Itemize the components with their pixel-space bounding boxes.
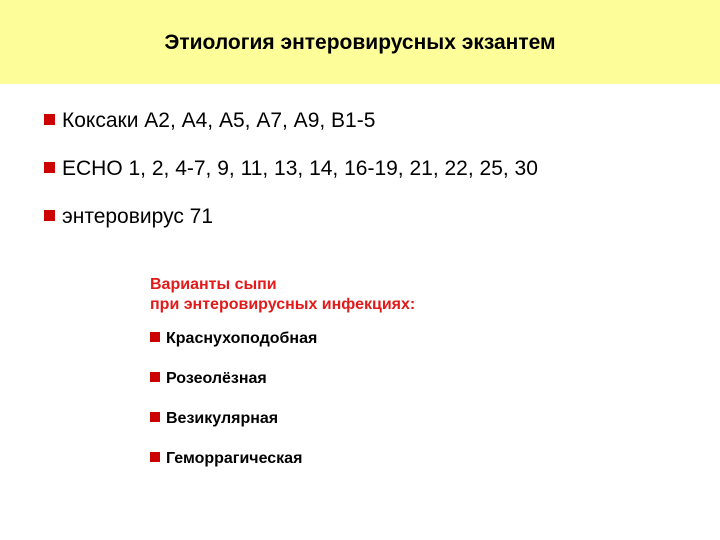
bullet-square-icon bbox=[44, 210, 55, 221]
pathogen-label: Коксаки А2, А4, А5, А7, А9, В1-5 bbox=[62, 109, 376, 132]
bullet-square-icon bbox=[150, 332, 160, 342]
pathogen-label: энтеровирус 71 bbox=[62, 205, 214, 228]
bullet-square-icon bbox=[150, 372, 160, 382]
bullet-square-icon bbox=[150, 452, 160, 462]
slide-title: Этиология энтеровирусных экзантем bbox=[164, 31, 556, 54]
rash-item-rubella-like bbox=[150, 329, 610, 369]
pathogen-item-echo bbox=[44, 156, 538, 204]
pathogen-list bbox=[44, 108, 538, 252]
pathogen-item-enterovirus-71 bbox=[44, 204, 538, 252]
pathogen-item-coxsackie bbox=[44, 108, 538, 156]
rash-label: Краснухоподобная bbox=[166, 330, 318, 347]
rash-label: Геморрагическая bbox=[166, 450, 303, 467]
rash-item-vesicular bbox=[150, 409, 610, 449]
rash-label: Везикулярная bbox=[166, 410, 279, 427]
bullet-square-icon bbox=[44, 114, 55, 125]
rash-heading-line1: Варианты сыпи bbox=[150, 276, 277, 293]
rash-label: Розеолёзная bbox=[166, 370, 267, 387]
rash-heading-line2: при энтеровирусных инфекциях: bbox=[150, 296, 416, 313]
bullet-square-icon bbox=[150, 412, 160, 422]
pathogen-label: ЕСНО 1, 2, 4-7, 9, 11, 13, 14, 16-19, 21, 22, 25, 30 bbox=[62, 157, 538, 180]
rash-item-hemorrhagic bbox=[150, 449, 610, 489]
rash-variants-block bbox=[150, 275, 610, 489]
rash-variants-heading bbox=[150, 275, 610, 315]
rash-variants-list bbox=[150, 329, 610, 489]
bullet-square-icon bbox=[44, 162, 55, 173]
rash-item-roseolous bbox=[150, 369, 610, 409]
